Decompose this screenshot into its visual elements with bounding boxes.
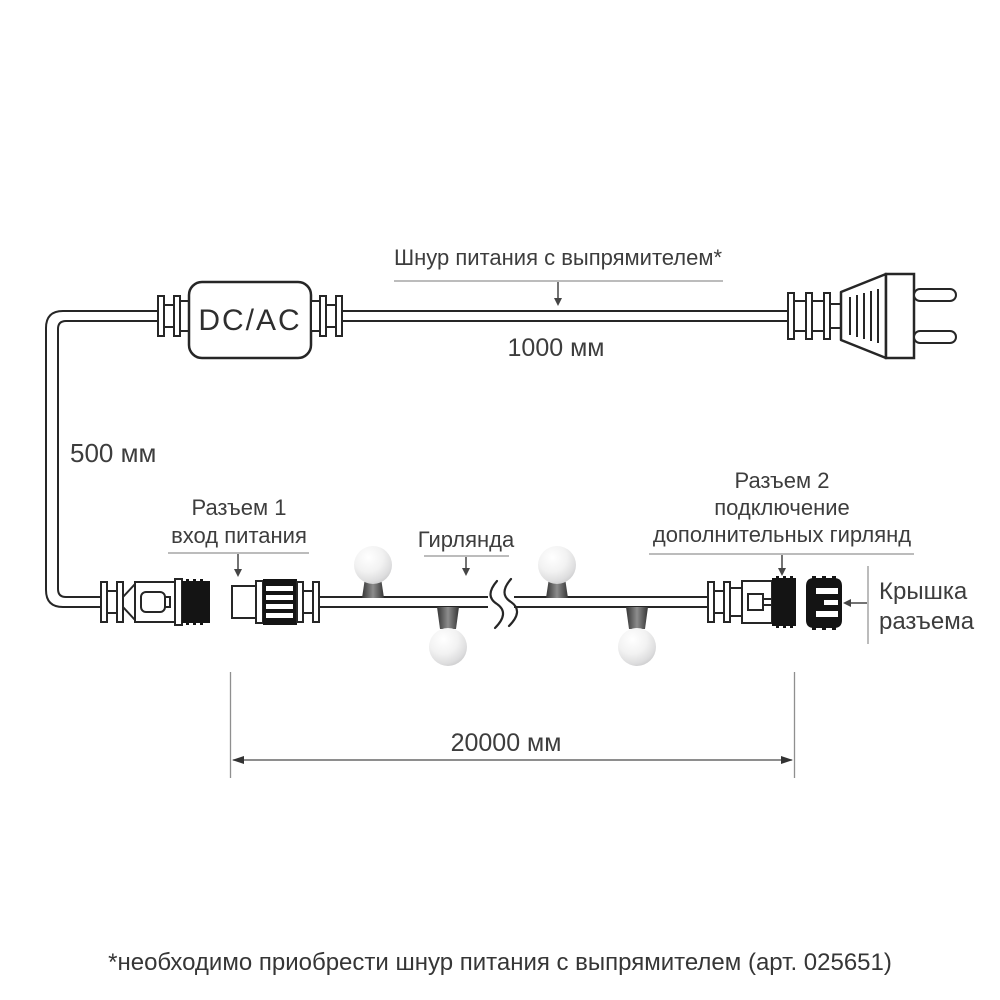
arrow-down-icon [234, 554, 242, 577]
power-adapter-box [158, 282, 342, 358]
socket-key [763, 599, 772, 605]
bulb [354, 546, 392, 598]
strain-relief-icon [158, 296, 180, 336]
power-cord-wire [342, 311, 788, 321]
plug-contact [141, 592, 165, 612]
strain-relief-icon [788, 293, 841, 339]
plug-pin [914, 289, 956, 301]
connector-2-label-group [649, 468, 914, 576]
cap-label-group [843, 566, 975, 644]
arrow-right-icon [781, 756, 793, 764]
dimension-line [231, 672, 795, 778]
cap-label-line2: разъема [879, 608, 975, 635]
power-cord-length: 1000 мм [507, 334, 605, 362]
arrow-left-icon [843, 599, 867, 607]
connector-2-label-line2: подключение [714, 495, 850, 520]
connector-nut [182, 579, 210, 625]
arrow-left-icon [232, 756, 244, 764]
strain-relief-icon [708, 582, 730, 622]
connector-1-male [101, 579, 210, 625]
dc-ac-label: DC/AC [198, 304, 302, 337]
garland-length-label: 20000 мм [450, 729, 562, 757]
garland-label-group [418, 527, 515, 576]
connector-cap [806, 576, 842, 630]
strain-relief-icon [101, 582, 123, 622]
connector-1-female [232, 579, 319, 625]
arrow-down-icon [554, 282, 562, 306]
connector-2-label-line1: Разъем 2 [734, 468, 830, 493]
plug-pin [914, 331, 956, 343]
power-plug [788, 274, 956, 358]
arrow-down-icon [462, 557, 470, 576]
power-cord-label: Шнур питания с выпрямителем* [393, 245, 723, 270]
socket-contact [748, 594, 763, 610]
power-cord-label-group [394, 245, 723, 306]
connector-1-label-group [168, 495, 309, 577]
connector-2-label-line3: дополнительных гирлянд [652, 522, 912, 547]
connector-2 [708, 576, 796, 628]
bulb [618, 607, 656, 666]
connector-1-label-line2: вход питания [171, 523, 307, 548]
lead-length-label: 500 мм [70, 438, 157, 468]
connector-nut-ribbed [263, 579, 297, 625]
arrow-down-icon [778, 555, 786, 576]
strain-relief-icon [320, 296, 342, 336]
bulb [538, 546, 576, 598]
connector-nut [772, 576, 796, 628]
garland-label: Гирлянда [417, 527, 515, 552]
cap-label-line1: Крышка [879, 578, 968, 605]
wire-break-icon [491, 579, 518, 628]
connector-1-label-line1: Разъем 1 [191, 495, 287, 520]
strain-relief-icon [297, 582, 319, 622]
bulb [429, 607, 467, 666]
footnote: *необходимо приобрести шнур питания с выпрямителем (арт. 025651) [108, 949, 892, 976]
plug-key [165, 597, 170, 607]
